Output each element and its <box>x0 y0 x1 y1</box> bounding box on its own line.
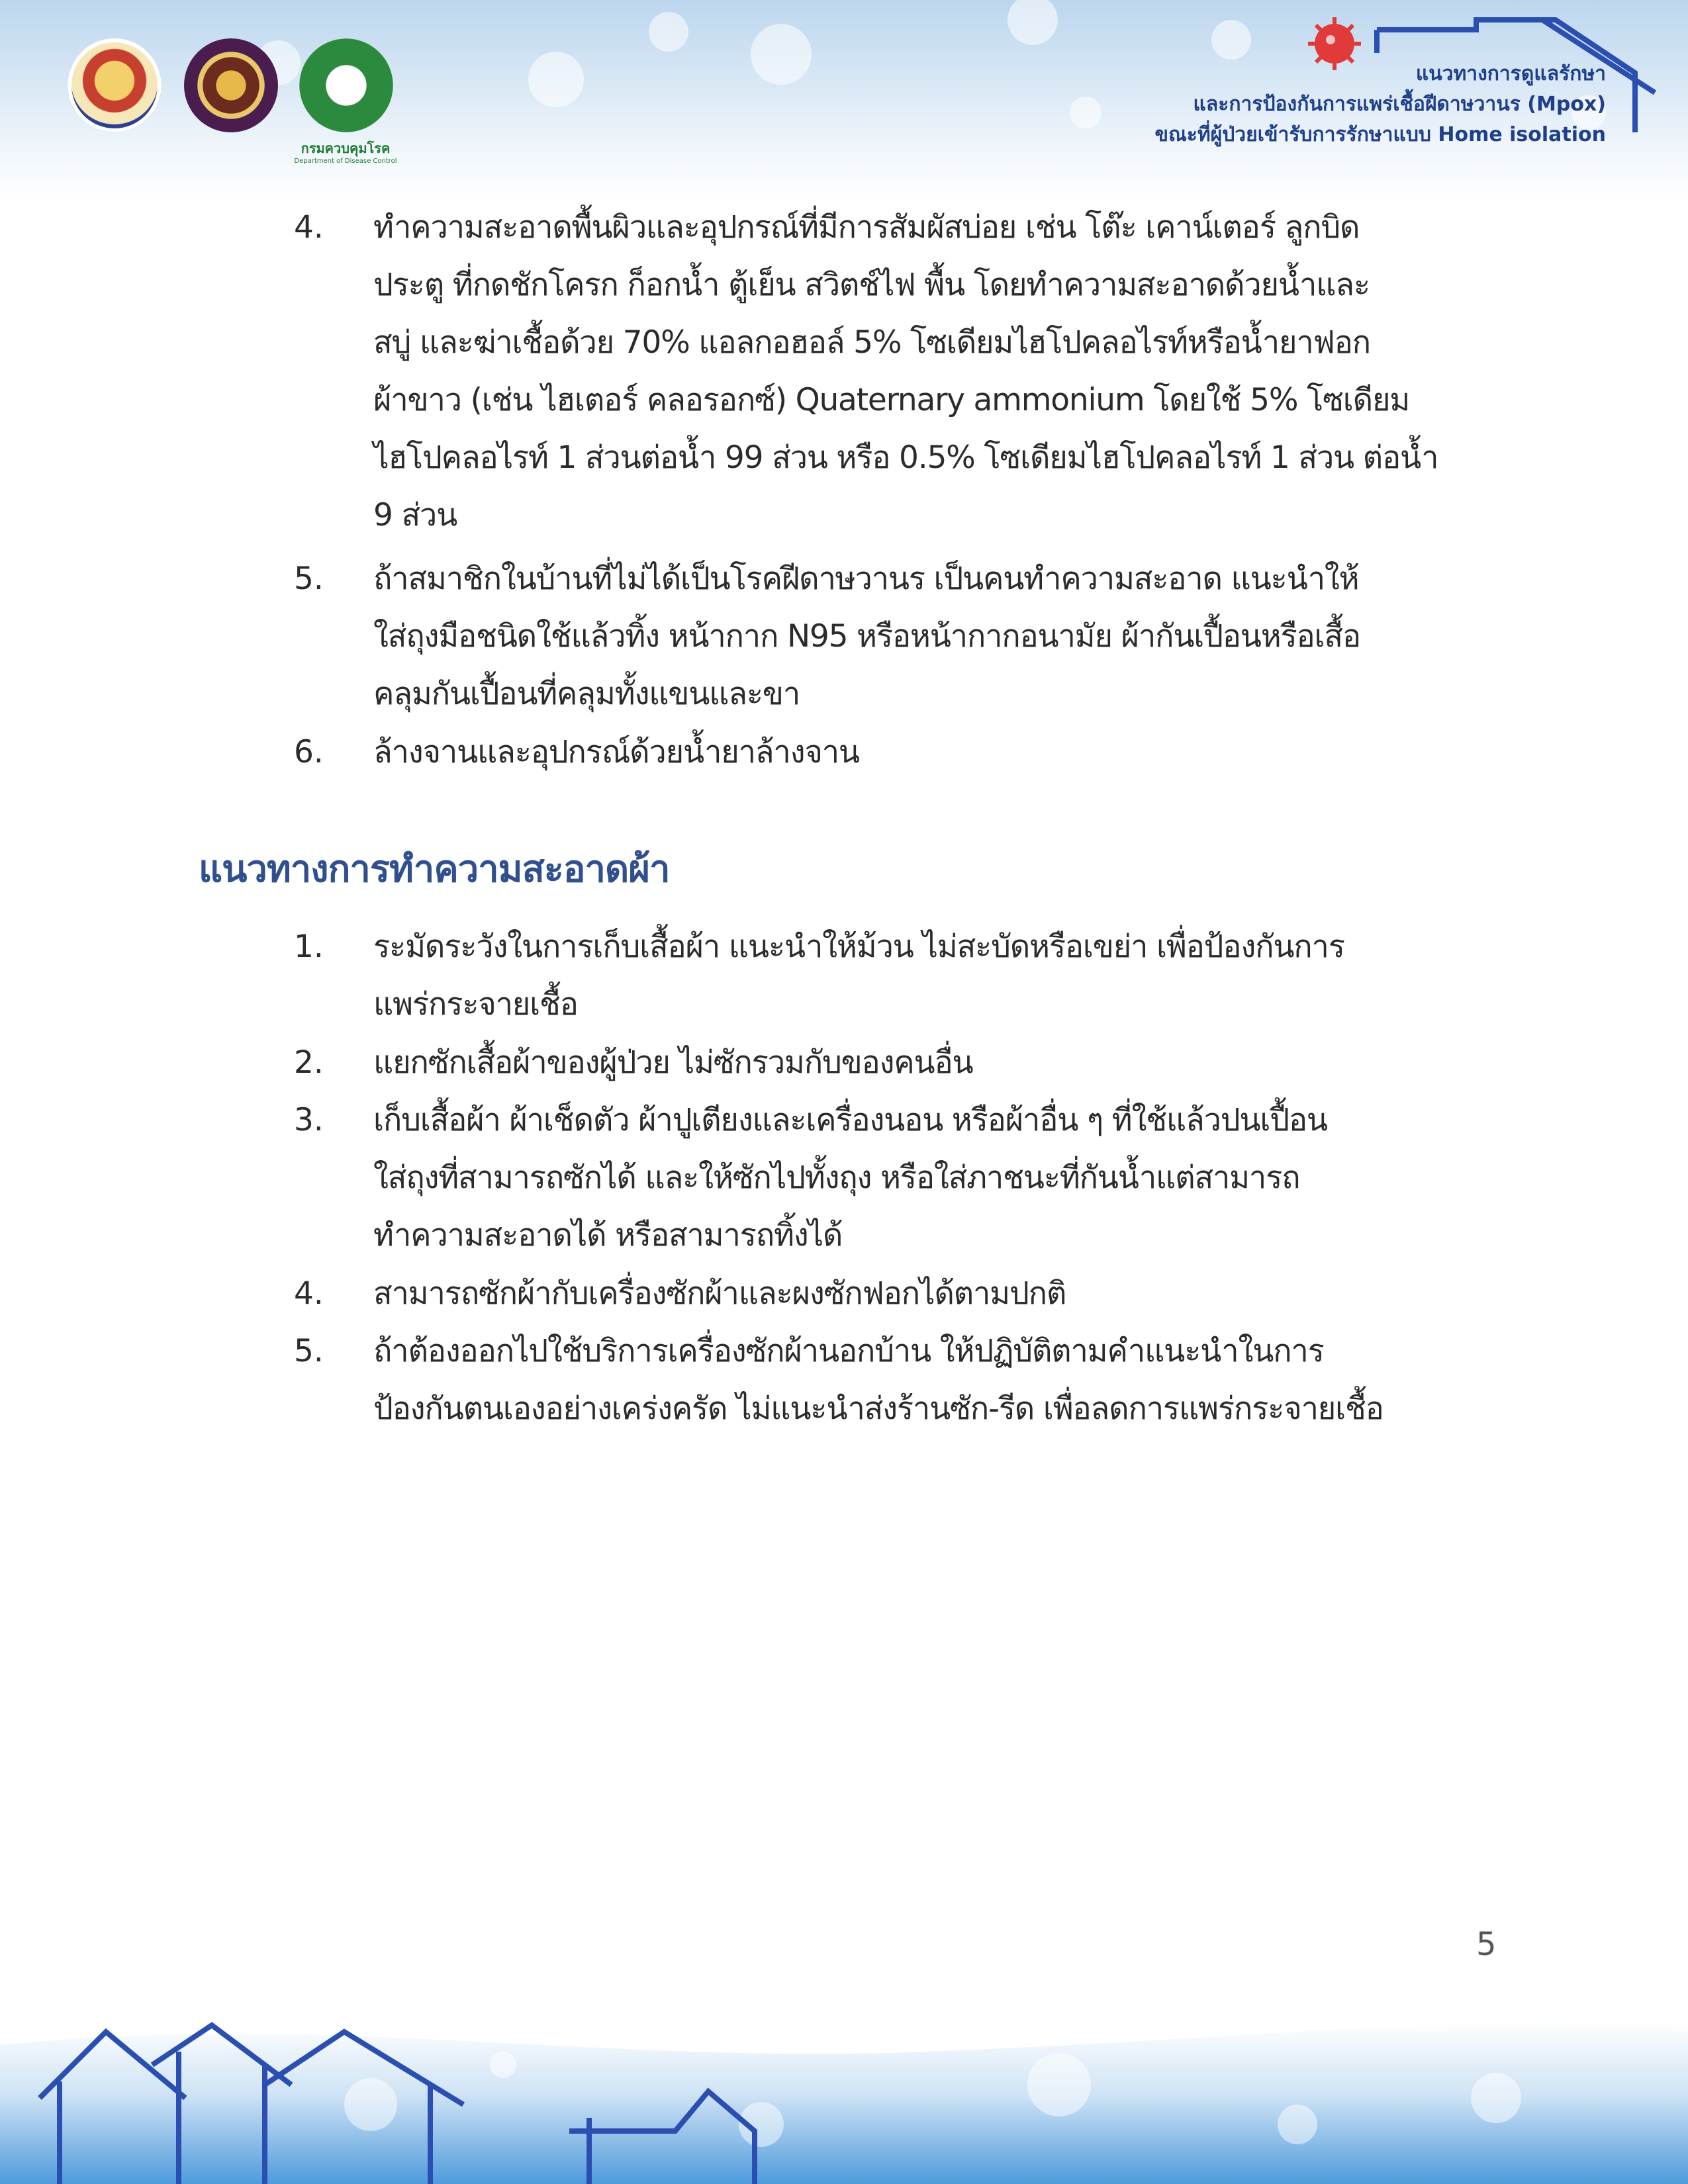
text-line: ระมัดระวังในการเก็บเสื้อผ้า แนะนำให้ม้วน ไม่สะบัดหรือเขย่า เพื่อป้องกันการ <box>373 929 1344 965</box>
list-item-text <box>373 1322 1512 1437</box>
text-line: ผ้าขาว (เช่น ไฮเตอร์ คลอรอกซ์) Quaternary ammonium โดยใช้ 5% โซเดียม <box>373 382 1410 418</box>
ddc-logo-caption-english: Department of Disease Control <box>294 158 397 165</box>
virus-icon <box>1008 0 1058 45</box>
list-item-number: 1. <box>294 929 324 965</box>
text-line: สามารถซักผ้ากับเครื่องซักผ้าและผงซักฟอกได้ตามปกติ <box>373 1275 1066 1312</box>
list-item-text <box>373 1034 1512 1091</box>
text-line: คลุมกันเปื้อนที่คลุมทั้งแขนและขา <box>373 676 800 712</box>
virus-icon <box>528 52 584 107</box>
red-virus-icon <box>1308 17 1361 70</box>
list-item-number: 4. <box>294 209 324 246</box>
text-line: ใส่ถุงที่สามารถซักได้ และให้ซักไปทั้งถุง หรือใส่ภาชนะที่กันน้ำแต่สามารถ <box>373 1160 1300 1196</box>
page-number: 5 <box>1476 1926 1497 1963</box>
virus-icon <box>751 24 812 85</box>
virus-icon <box>490 2052 516 2078</box>
ddc-logo-caption-thai: กรมควบคุมโรค <box>301 140 391 156</box>
text-line: ป้องกันตนเองอย่างเคร่งครัด ไม่แนะนำส่งร้านซัก-รีด เพื่อลดการแพร่กระจายเชื้อ <box>373 1390 1383 1427</box>
list-item-text <box>373 918 1512 1033</box>
text-line: ทำความสะอาดพื้นผิวและอุปกรณ์ที่มีการสัมผัสบ่อย เช่น โต๊ะ เคาน์เตอร์ ลูกบิด <box>373 209 1360 246</box>
text-line: แพร่กระจายเชื้อ <box>373 986 578 1023</box>
text-line: แยกซักเสื้อผ้าของผู้ป่วย ไม่ซักรวมกับของคนอื่น <box>373 1044 973 1081</box>
list-item-number: 5. <box>294 561 324 597</box>
list-item-text <box>373 199 1512 544</box>
header-title-line1: แนวทางการดูแลรักษา <box>1415 62 1606 85</box>
list-item-number: 5. <box>294 1333 324 1369</box>
text-line: ไฮโปคลอไรท์ 1 ส่วนต่อน้ำ 99 ส่วน หรือ 0.5% โซเดียมไฮโปคลอไรท์ 1 ส่วน ต่อน้ำ <box>373 439 1438 476</box>
virus-icon <box>344 2078 397 2131</box>
text-line: สบู่ และฆ่าเชื้อด้วย 70% แอลกอฮอล์ 5% โซเดียมไฮโปคลอไรท์หรือน้ำยาฟอก <box>373 324 1370 361</box>
text-line: เก็บเสื้อผ้า ผ้าเช็ดตัว ผ้าปูเตียงและเครื่องนอน หรือผ้าอื่น ๆ ที่ใช้แล้วปนเปื้อน <box>373 1102 1327 1138</box>
text-line: 9 ส่วน <box>373 497 457 533</box>
text-line: ทำความสะอาดได้ หรือสามารถทิ้งได้ <box>373 1217 843 1253</box>
virus-icon <box>1471 2073 1521 2123</box>
text-line: ถ้าสมาชิกในบ้านที่ไม่ได้เป็นโรคฝีดาษวานร เป็นคนทำความสะอาด แนะนำให้ <box>373 561 1359 597</box>
list-item-number: 6. <box>294 734 324 770</box>
virus-icon <box>649 12 688 52</box>
dermatology-society-logo <box>184 38 278 132</box>
royal-college-logo <box>68 38 162 132</box>
ministry-of-public-health-logo <box>299 38 393 132</box>
header-title-line2: และการป้องกันการแพร่เชื้อฝีดาษวานร (Mpox) <box>1193 93 1606 116</box>
list-item-text <box>373 723 1512 781</box>
list-item-text <box>373 1265 1512 1322</box>
text-line: ล้างจานและอุปกรณ์ด้วยน้ำยาล้างจาน <box>373 734 859 770</box>
virus-icon <box>1211 20 1251 60</box>
text-line: ใส่ถุงมือชนิดใช้แล้วทิ้ง หน้ากาก N95 หรือหน้ากากอนามัย ผ้ากันเปื้อนหรือเสื้อ <box>373 618 1360 655</box>
footer-band <box>0 1985 1688 2184</box>
header-title-line3: ขณะที่ผู้ป่วยเข้ารับการรักษาแบบ Home isolation <box>1154 123 1606 146</box>
text-line: ถ้าต้องออกไปใช้บริการเครื่องซักผ้านอกบ้าน ให้ปฏิบัติตามคำแนะนำในการ <box>373 1333 1324 1369</box>
virus-icon <box>1070 97 1102 128</box>
list-item-text <box>373 550 1512 723</box>
virus-icon <box>1278 2105 1317 2144</box>
list-item-number: 2. <box>294 1044 324 1081</box>
virus-icon <box>1027 2053 1091 2116</box>
list-item-text <box>373 1091 1512 1264</box>
footer-decoration <box>0 1985 1688 2184</box>
list-item-number: 4. <box>294 1275 324 1312</box>
text-line: ประตู ที่กดชักโครก ก็อกน้ำ ตู้เย็น สวิตช์ไฟ พื้น โดยทำความสะอาดด้วยน้ำและ <box>373 267 1370 303</box>
list-item-number: 3. <box>294 1102 324 1138</box>
section-title: แนวทางการทำความสะอาดผ้า <box>199 848 670 891</box>
